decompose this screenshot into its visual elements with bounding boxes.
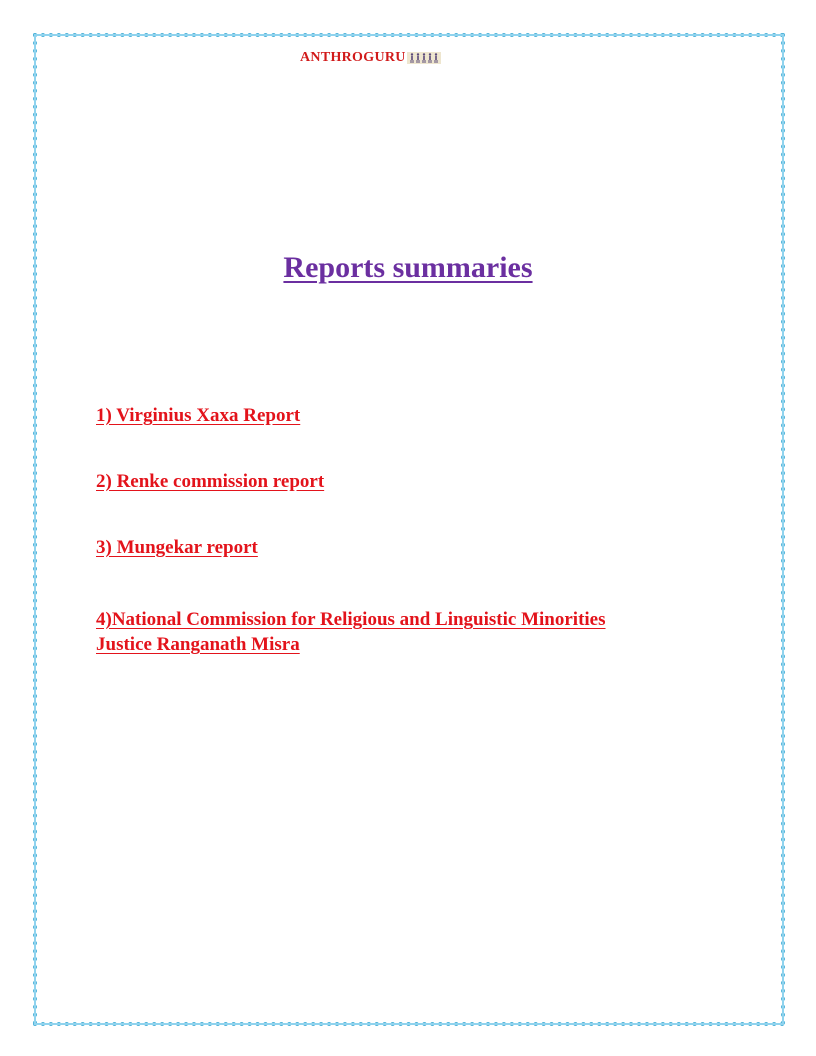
report-link-mungekar[interactable]: 3) Mungekar report [96, 537, 258, 558]
report-link-ranganath-misra[interactable] [96, 607, 606, 657]
report-link-renke-commission[interactable]: 2) Renke commission report [96, 471, 325, 492]
page-border [33, 33, 785, 1026]
page-title [0, 248, 816, 285]
walking-figures-logo-icon [407, 52, 441, 64]
report-link-virginius-xaxa[interactable]: 1) Virginius Xaxa Report [96, 405, 301, 426]
report-link-line-2: Justice Ranganath Misra [96, 634, 300, 655]
page-title-text: Reports summaries [283, 251, 533, 284]
site-header [300, 49, 441, 67]
site-name: ANTHROGURU [300, 50, 406, 65]
report-link-line-1: 4)National Commission for Religious and Linguistic Minorities [96, 609, 606, 630]
